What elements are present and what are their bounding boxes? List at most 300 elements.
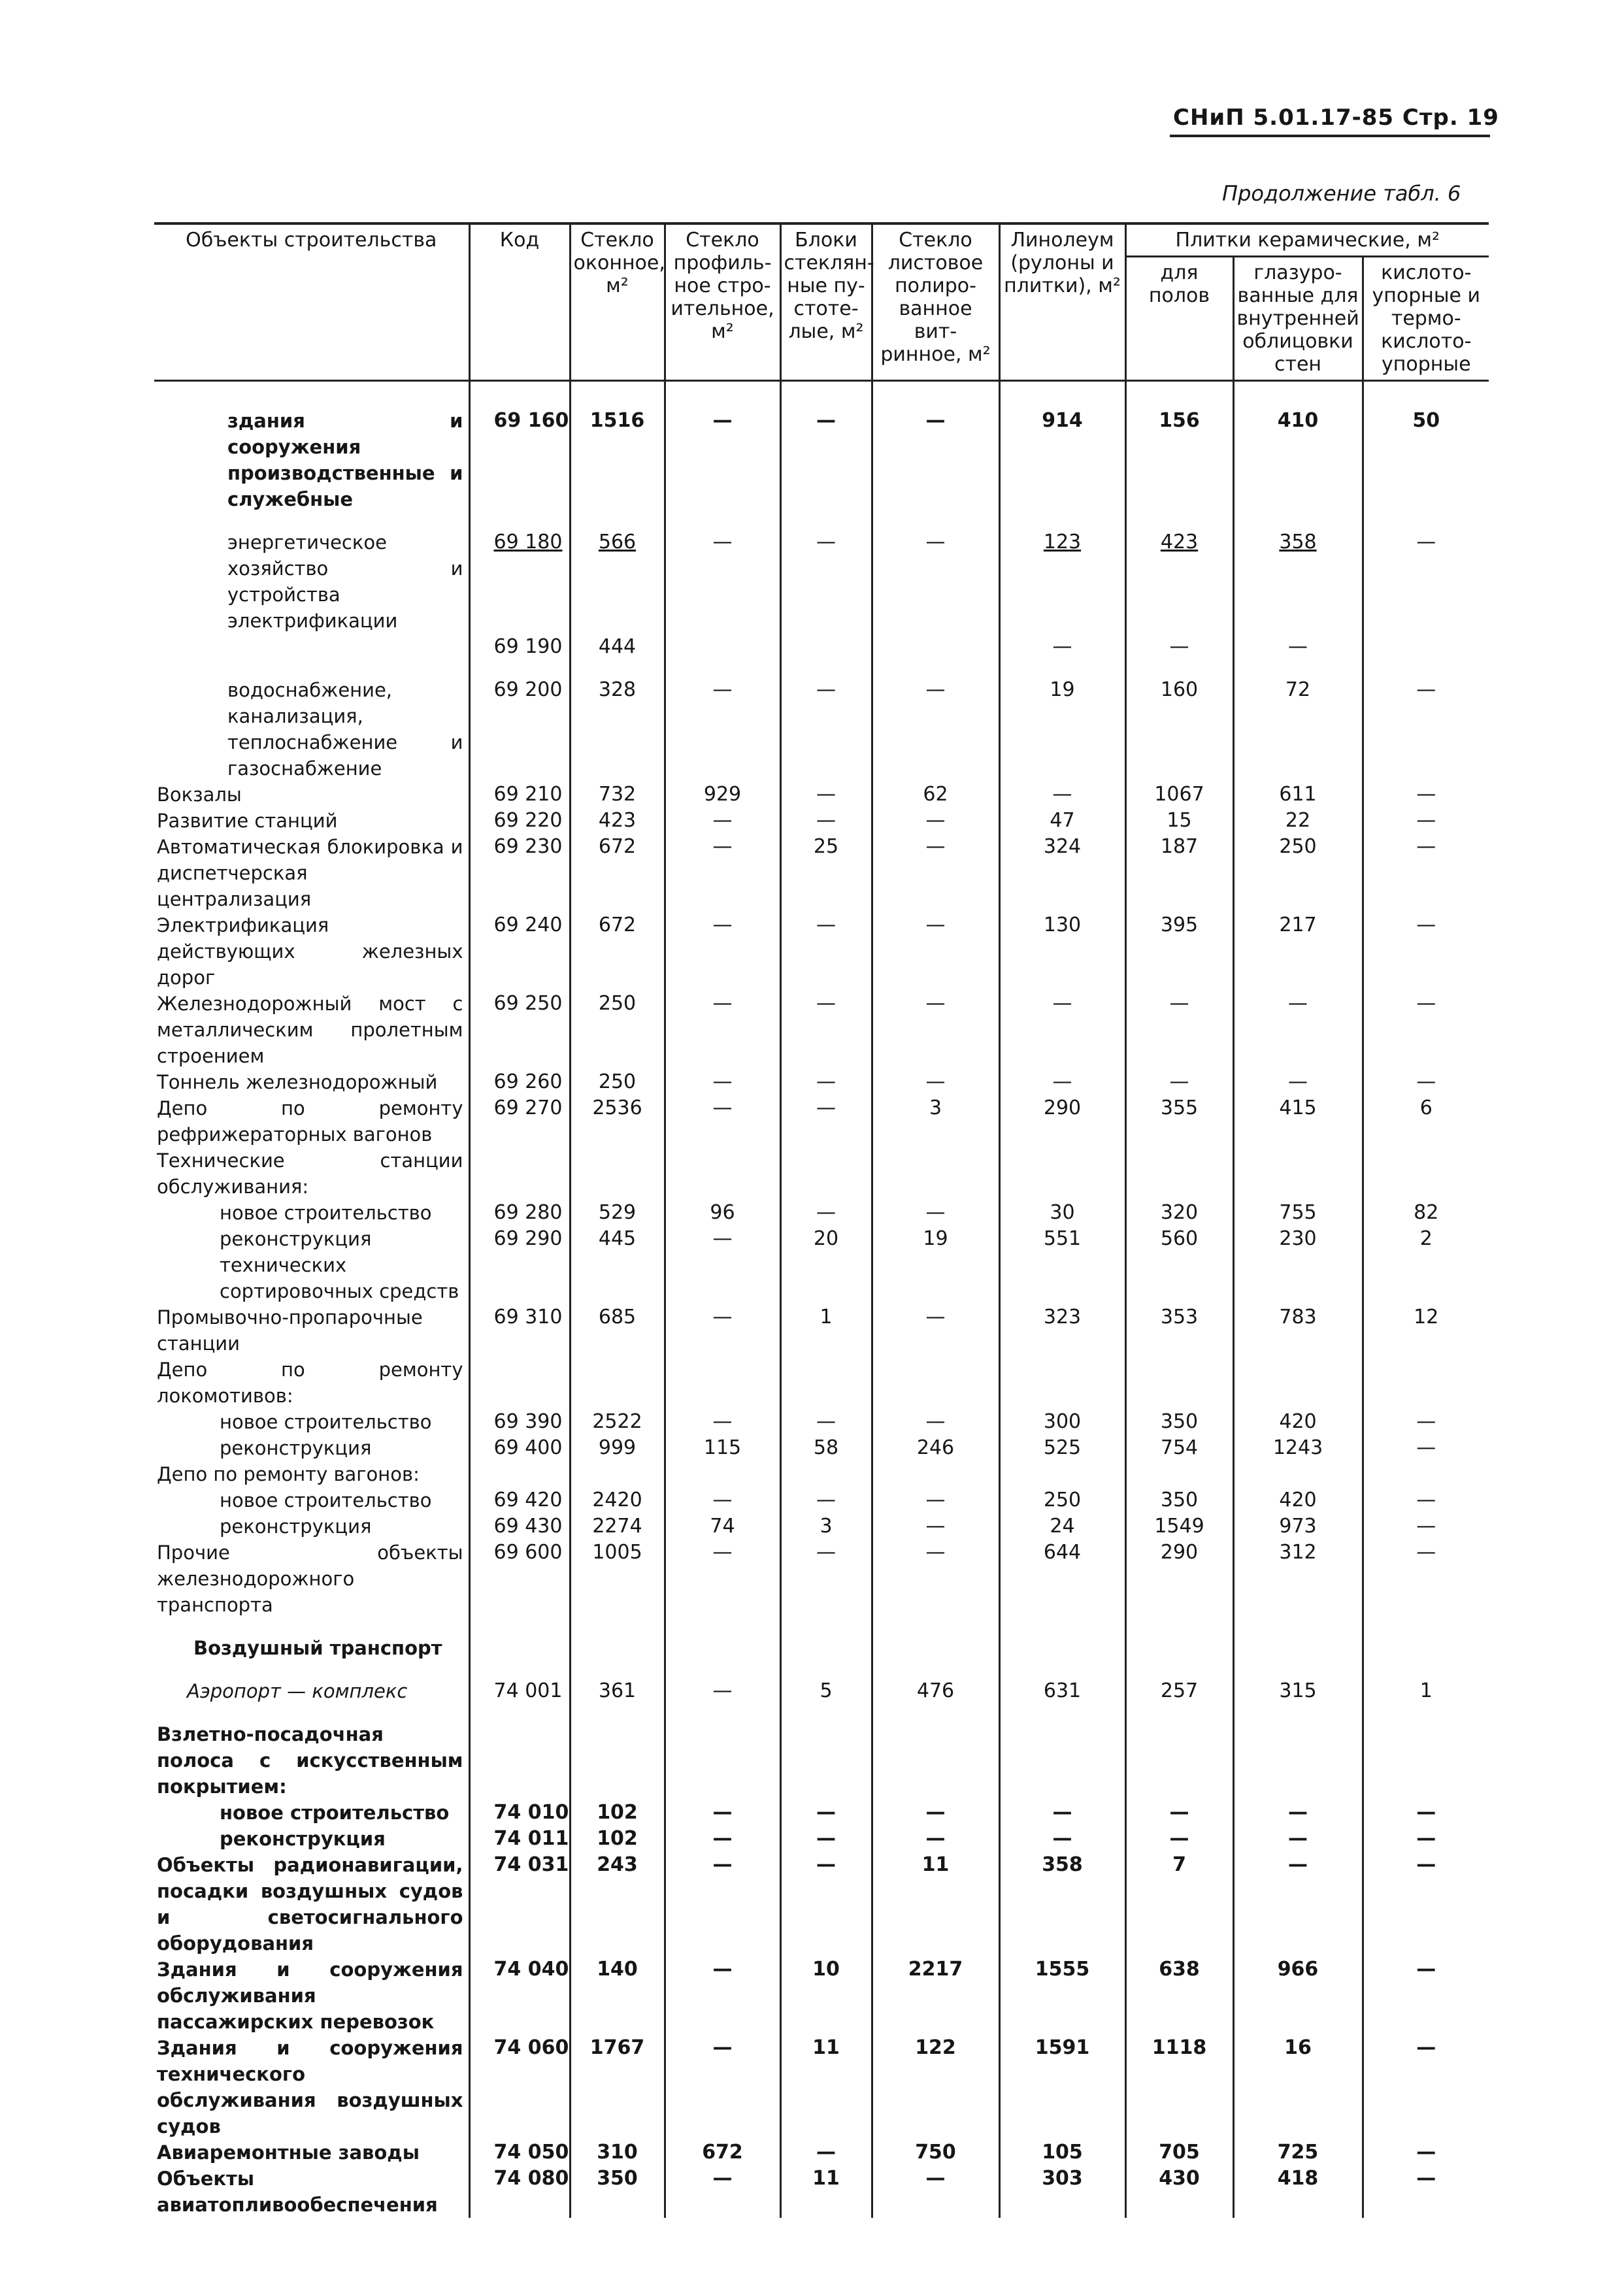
object-name-cell: Развитие станций xyxy=(157,810,338,832)
value-cell: — xyxy=(1363,1852,1489,1956)
table-row xyxy=(154,1487,1489,1513)
value-cell xyxy=(1125,1461,1233,1487)
header-tiles-acid: кислото- упорные и термо- кислото- упорные xyxy=(1363,257,1489,381)
value-cell: 250 xyxy=(999,1487,1125,1513)
table-row xyxy=(154,834,1489,912)
value-cell: — xyxy=(780,1487,872,1513)
value-cell: 74 xyxy=(665,1513,780,1540)
value-cell: — xyxy=(1363,1487,1489,1513)
value-cell: — xyxy=(1363,512,1489,634)
kod-cell: 69 190 xyxy=(469,634,570,660)
kod-cell: 69 240 xyxy=(469,912,570,991)
value-cell: — xyxy=(780,2139,872,2166)
value-cell: 290 xyxy=(999,1095,1125,1147)
value-cell: 350 xyxy=(1125,1409,1233,1435)
value-cell: 217 xyxy=(1233,912,1363,991)
value-cell: 672 xyxy=(570,834,665,912)
value-cell: — xyxy=(1363,1826,1489,1852)
value-cell xyxy=(665,1618,780,1661)
kod-cell xyxy=(469,1357,570,1409)
value-cell: 355 xyxy=(1125,1095,1233,1147)
value-cell: — xyxy=(780,808,872,834)
value-cell xyxy=(872,1461,999,1487)
value-cell xyxy=(1233,1147,1363,1200)
value-cell: — xyxy=(1363,991,1489,1069)
value-cell: 350 xyxy=(1125,1487,1233,1513)
value-cell: 444 xyxy=(570,634,665,660)
value-cell: 525 xyxy=(999,1435,1125,1461)
value-cell: 685 xyxy=(570,1304,665,1357)
value-cell xyxy=(999,1357,1125,1409)
value-cell: 12 xyxy=(1363,1304,1489,1357)
value-cell: — xyxy=(665,1800,780,1826)
table-row xyxy=(154,1226,1489,1304)
value-cell: 10 xyxy=(780,1956,872,2035)
kod-cell: 69 270 xyxy=(469,1095,570,1147)
table-row xyxy=(154,1513,1489,1540)
value-cell: 1 xyxy=(780,1304,872,1357)
value-cell: — xyxy=(780,1200,872,1226)
materials-table xyxy=(154,222,1489,2218)
value-cell: 350 xyxy=(570,2166,665,2218)
value-cell xyxy=(872,1618,999,1661)
kod-cell: 69 600 xyxy=(469,1540,570,1618)
table-body xyxy=(154,381,1489,2219)
value-cell: 156 xyxy=(1125,381,1233,513)
kod-cell: 69 430 xyxy=(469,1513,570,1540)
object-name-cell: Вокзалы xyxy=(157,784,242,806)
table-row xyxy=(154,2139,1489,2166)
value-cell: 3 xyxy=(780,1513,872,1540)
value-cell: 361 xyxy=(570,1661,665,1704)
value-cell: 160 xyxy=(1125,660,1233,782)
value-cell: 140 xyxy=(570,1956,665,2035)
header-glass-blocks: Блоки стеклян- ные пу- стоте- лые, м² xyxy=(780,223,872,381)
value-cell xyxy=(872,1147,999,1200)
value-cell xyxy=(780,1704,872,1800)
value-cell: — xyxy=(665,1409,780,1435)
value-cell: — xyxy=(1233,1069,1363,1095)
table-row xyxy=(154,991,1489,1069)
table-row xyxy=(154,660,1489,782)
value-cell: 358 xyxy=(1233,512,1363,634)
value-cell: — xyxy=(780,1800,872,1826)
value-cell: 415 xyxy=(1233,1095,1363,1147)
kod-cell: 69 250 xyxy=(469,991,570,1069)
value-cell: 353 xyxy=(1125,1304,1233,1357)
kod-cell xyxy=(469,1618,570,1661)
value-cell: — xyxy=(1233,991,1363,1069)
object-name-cell: новое строительство xyxy=(220,1202,432,1224)
object-name-cell: Депо по ремонту рефрижераторных вагонов xyxy=(157,1097,463,1146)
object-name-cell: Депо по ремонту локомотивов: xyxy=(157,1359,463,1407)
value-cell: 395 xyxy=(1125,912,1233,991)
object-name-cell: новое строительство xyxy=(220,1411,432,1433)
page-header: СНиП 5.01.17-85 Стр. 19 xyxy=(1173,105,1499,131)
object-name-cell: Тоннель железнодорожный xyxy=(157,1071,438,1093)
value-cell: 320 xyxy=(1125,1200,1233,1226)
value-cell: — xyxy=(1363,1513,1489,1540)
value-cell: 420 xyxy=(1233,1409,1363,1435)
object-name-cell: Автоматическая блокировка и диспетчерская централизация xyxy=(157,836,463,910)
table-row xyxy=(154,808,1489,834)
value-cell: — xyxy=(665,1226,780,1304)
value-cell: — xyxy=(1233,1800,1363,1826)
value-cell: 914 xyxy=(999,381,1125,513)
object-name-cell: реконструкция технических сортировочных средств xyxy=(220,1228,459,1302)
value-cell xyxy=(999,1618,1125,1661)
value-cell: 312 xyxy=(1233,1540,1363,1618)
value-cell: 230 xyxy=(1233,1226,1363,1304)
header-tiles-floor: для полов xyxy=(1125,257,1233,381)
value-cell: — xyxy=(665,1304,780,1357)
value-cell xyxy=(780,634,872,660)
value-cell: 410 xyxy=(1233,381,1363,513)
object-name-cell xyxy=(154,634,469,660)
value-cell xyxy=(1125,1147,1233,1200)
value-cell: 2274 xyxy=(570,1513,665,1540)
header-tiles-group: Плитки керамические, м² xyxy=(1125,223,1489,257)
value-cell xyxy=(1363,1461,1489,1487)
object-name-cell: Объекты радионавигации, посадки воздушных судов и светосигнального оборудования xyxy=(157,1854,463,1955)
value-cell: 999 xyxy=(570,1435,665,1461)
value-cell: 783 xyxy=(1233,1304,1363,1357)
value-cell: — xyxy=(872,991,999,1069)
value-cell xyxy=(1363,1147,1489,1200)
object-name-cell: водоснабжение, канализация, теплоснабжение и газоснабжение xyxy=(227,679,463,780)
value-cell: — xyxy=(1363,1540,1489,1618)
table-row xyxy=(154,1147,1489,1200)
value-cell xyxy=(780,1357,872,1409)
value-cell: 16 xyxy=(1233,2035,1363,2139)
value-cell: — xyxy=(780,1409,872,1435)
value-cell: 19 xyxy=(872,1226,999,1304)
value-cell: 310 xyxy=(570,2139,665,2166)
table-row xyxy=(154,1956,1489,2035)
value-cell: 3 xyxy=(872,1095,999,1147)
value-cell: 966 xyxy=(1233,1956,1363,2035)
value-cell: — xyxy=(1363,1409,1489,1435)
value-cell: — xyxy=(872,834,999,912)
value-cell: — xyxy=(780,381,872,513)
header-glass-profile: Стекло профиль- ное стро- ительное, м² xyxy=(665,223,780,381)
table-row xyxy=(154,1661,1489,1704)
table-row xyxy=(154,2035,1489,2139)
value-cell: — xyxy=(999,782,1125,808)
value-cell: — xyxy=(665,834,780,912)
value-cell: — xyxy=(665,381,780,513)
value-cell: — xyxy=(872,1409,999,1435)
value-cell: 476 xyxy=(872,1661,999,1704)
object-name-cell: Депо по ремонту вагонов: xyxy=(157,1463,420,1485)
value-cell: — xyxy=(872,1304,999,1357)
value-cell: — xyxy=(1125,1826,1233,1852)
value-cell: 324 xyxy=(999,834,1125,912)
table-continuation-label: Продолжение табл. 6 xyxy=(1222,181,1461,206)
table-row xyxy=(154,782,1489,808)
value-cell: 122 xyxy=(872,2035,999,2139)
value-cell xyxy=(1363,634,1489,660)
value-cell xyxy=(1233,1618,1363,1661)
value-cell: 1555 xyxy=(999,1956,1125,2035)
value-cell: 1549 xyxy=(1125,1513,1233,1540)
value-cell: — xyxy=(1363,808,1489,834)
value-cell: — xyxy=(1363,912,1489,991)
value-cell xyxy=(1233,1461,1363,1487)
kod-cell: 74 060 xyxy=(469,2035,570,2139)
value-cell xyxy=(570,1618,665,1661)
value-cell: 25 xyxy=(780,834,872,912)
value-cell: — xyxy=(780,660,872,782)
value-cell: — xyxy=(999,1069,1125,1095)
value-cell: 551 xyxy=(999,1226,1125,1304)
table-row xyxy=(154,1800,1489,1826)
value-cell: — xyxy=(872,1800,999,1826)
value-cell: — xyxy=(1363,2139,1489,2166)
table-row xyxy=(154,1200,1489,1226)
value-cell xyxy=(999,1147,1125,1200)
value-cell: 1243 xyxy=(1233,1435,1363,1461)
value-cell: 96 xyxy=(665,1200,780,1226)
value-cell: — xyxy=(1233,1826,1363,1852)
value-cell: — xyxy=(872,2166,999,2218)
value-cell xyxy=(570,1704,665,1800)
header-objects: Объекты строительства xyxy=(154,223,469,381)
value-cell: — xyxy=(665,1095,780,1147)
value-cell: 1767 xyxy=(570,2035,665,2139)
value-cell: 929 xyxy=(665,782,780,808)
value-cell: 130 xyxy=(999,912,1125,991)
value-cell xyxy=(999,1704,1125,1800)
value-cell: — xyxy=(1125,634,1233,660)
value-cell: 105 xyxy=(999,2139,1125,2166)
value-cell: 102 xyxy=(570,1800,665,1826)
value-cell: 72 xyxy=(1233,660,1363,782)
value-cell: 82 xyxy=(1363,1200,1489,1226)
header-tiles-glazed: глазуро- ванные для внутренней облицовки стен xyxy=(1233,257,1363,381)
value-cell: — xyxy=(872,1826,999,1852)
table-row xyxy=(154,1095,1489,1147)
table-row xyxy=(154,912,1489,991)
value-cell xyxy=(1125,1704,1233,1800)
value-cell: 1516 xyxy=(570,381,665,513)
object-name-cell: реконструкция xyxy=(220,1437,372,1459)
value-cell: 566 xyxy=(570,512,665,634)
value-cell: 5 xyxy=(780,1661,872,1704)
object-name-cell: Взлетно-посадочная полоса с искусственным покрытием: xyxy=(157,1723,463,1798)
value-cell: — xyxy=(780,912,872,991)
value-cell: 20 xyxy=(780,1226,872,1304)
value-cell: 257 xyxy=(1125,1661,1233,1704)
value-cell: — xyxy=(872,1513,999,1540)
value-cell: — xyxy=(665,991,780,1069)
page-header-rule xyxy=(1170,135,1490,137)
object-name-cell: реконструкция xyxy=(220,1515,372,1538)
value-cell xyxy=(1233,1357,1363,1409)
kod-cell: 69 310 xyxy=(469,1304,570,1357)
value-cell: — xyxy=(999,634,1125,660)
value-cell: — xyxy=(872,660,999,782)
kod-cell: 74 010 xyxy=(469,1800,570,1826)
value-cell: 7 xyxy=(1125,1852,1233,1956)
value-cell: — xyxy=(1363,2166,1489,2218)
value-cell: — xyxy=(999,991,1125,1069)
value-cell: 638 xyxy=(1125,1956,1233,2035)
value-cell: 420 xyxy=(1233,1487,1363,1513)
table-row xyxy=(154,1357,1489,1409)
value-cell: 445 xyxy=(570,1226,665,1304)
value-cell: 973 xyxy=(1233,1513,1363,1540)
value-cell: — xyxy=(872,808,999,834)
value-cell: 50 xyxy=(1363,381,1489,513)
value-cell: — xyxy=(780,991,872,1069)
value-cell: 755 xyxy=(1233,1200,1363,1226)
value-cell xyxy=(570,1357,665,1409)
value-cell: 1067 xyxy=(1125,782,1233,808)
table-row xyxy=(154,1461,1489,1487)
header-kod: Код xyxy=(469,223,570,381)
kod-cell: 74 031 xyxy=(469,1852,570,1956)
value-cell: 300 xyxy=(999,1409,1125,1435)
value-cell: — xyxy=(1125,1800,1233,1826)
value-cell: 754 xyxy=(1125,1435,1233,1461)
table-row xyxy=(154,1409,1489,1435)
value-cell: 250 xyxy=(570,991,665,1069)
table-row xyxy=(154,381,1489,513)
value-cell: — xyxy=(665,1661,780,1704)
value-cell: 1 xyxy=(1363,1661,1489,1704)
value-cell: — xyxy=(872,1540,999,1618)
value-cell: — xyxy=(872,1069,999,1095)
value-cell: — xyxy=(665,808,780,834)
table-row xyxy=(154,512,1489,634)
value-cell: — xyxy=(665,1069,780,1095)
kod-cell: 69 290 xyxy=(469,1226,570,1304)
value-cell: 2536 xyxy=(570,1095,665,1147)
value-cell: — xyxy=(872,512,999,634)
header-glass-sheet: Стекло листовое полиро- ванное вит- ринное, м² xyxy=(872,223,999,381)
value-cell: — xyxy=(780,1095,872,1147)
object-name-cell: Воздушный транспорт xyxy=(193,1637,442,1659)
value-cell: 246 xyxy=(872,1435,999,1461)
value-cell: 732 xyxy=(570,782,665,808)
value-cell: — xyxy=(872,1200,999,1226)
value-cell: 611 xyxy=(1233,782,1363,808)
kod-cell: 69 280 xyxy=(469,1200,570,1226)
value-cell: — xyxy=(872,1487,999,1513)
value-cell xyxy=(780,1147,872,1200)
value-cell: 303 xyxy=(999,2166,1125,2218)
table-row xyxy=(154,2166,1489,2218)
value-cell: — xyxy=(665,660,780,782)
kod-cell xyxy=(469,1704,570,1800)
value-cell: — xyxy=(1363,1069,1489,1095)
value-cell: — xyxy=(780,1826,872,1852)
value-cell xyxy=(872,634,999,660)
value-cell: 123 xyxy=(999,512,1125,634)
value-cell: — xyxy=(665,1540,780,1618)
value-cell: — xyxy=(665,1487,780,1513)
value-cell xyxy=(665,1704,780,1800)
value-cell: 250 xyxy=(1233,834,1363,912)
value-cell: 672 xyxy=(570,912,665,991)
value-cell: 11 xyxy=(780,2035,872,2139)
value-cell xyxy=(570,1461,665,1487)
kod-cell: 74 001 xyxy=(469,1661,570,1704)
value-cell: — xyxy=(780,512,872,634)
value-cell: 243 xyxy=(570,1852,665,1956)
object-name-cell: Здания и сооружения обслуживания пассажирских перевозок xyxy=(157,1958,463,2033)
kod-cell: 74 011 xyxy=(469,1826,570,1852)
value-cell xyxy=(1125,1618,1233,1661)
value-cell: 430 xyxy=(1125,2166,1233,2218)
kod-cell: 69 200 xyxy=(469,660,570,782)
object-name-cell: энергетическое хозяйство и устройства электрификации xyxy=(227,531,463,632)
value-cell: — xyxy=(780,1852,872,1956)
value-cell: 328 xyxy=(570,660,665,782)
kod-cell: 69 230 xyxy=(469,834,570,912)
value-cell: 24 xyxy=(999,1513,1125,1540)
value-cell: — xyxy=(665,1956,780,2035)
header-linoleum: Линолеум (рулоны и плитки), м² xyxy=(999,223,1125,381)
table-row xyxy=(154,1852,1489,1956)
value-cell: — xyxy=(872,381,999,513)
value-cell xyxy=(665,634,780,660)
value-cell: — xyxy=(999,1800,1125,1826)
value-cell: — xyxy=(1363,782,1489,808)
value-cell: 705 xyxy=(1125,2139,1233,2166)
value-cell: — xyxy=(1363,1800,1489,1826)
value-cell xyxy=(665,1147,780,1200)
kod-cell xyxy=(469,1461,570,1487)
value-cell: 102 xyxy=(570,1826,665,1852)
value-cell xyxy=(1363,1618,1489,1661)
value-cell: — xyxy=(665,1852,780,1956)
object-name-cell: здания и сооружения производственные и служебные xyxy=(227,410,463,510)
value-cell: — xyxy=(1233,1852,1363,1956)
value-cell xyxy=(665,1357,780,1409)
value-cell: — xyxy=(872,912,999,991)
value-cell: — xyxy=(1363,834,1489,912)
object-name-cell: Авиаремонтные заводы xyxy=(157,2141,420,2164)
value-cell: — xyxy=(665,2035,780,2139)
value-cell: 15 xyxy=(1125,808,1233,834)
value-cell: 6 xyxy=(1363,1095,1489,1147)
value-cell: 115 xyxy=(665,1435,780,1461)
kod-cell: 69 220 xyxy=(469,808,570,834)
value-cell: 11 xyxy=(872,1852,999,1956)
table-row xyxy=(154,1540,1489,1618)
value-cell: — xyxy=(665,512,780,634)
table-row xyxy=(154,1826,1489,1852)
value-cell: 423 xyxy=(1125,512,1233,634)
value-cell: 725 xyxy=(1233,2139,1363,2166)
table-row xyxy=(154,1069,1489,1095)
value-cell: 22 xyxy=(1233,808,1363,834)
object-name-cell: новое строительство xyxy=(220,1802,450,1824)
value-cell: 290 xyxy=(1125,1540,1233,1618)
value-cell: 529 xyxy=(570,1200,665,1226)
value-cell: — xyxy=(1125,1069,1233,1095)
object-name-cell: Аэропорт — комплекс xyxy=(187,1680,408,1702)
object-name-cell: Объекты авиатопливообеспечения xyxy=(157,2168,438,2216)
value-cell: — xyxy=(1363,1435,1489,1461)
value-cell: — xyxy=(665,1826,780,1852)
object-name-cell: Промывочно-пропарочные станции xyxy=(157,1306,423,1355)
object-name-cell: новое строительство xyxy=(220,1489,432,1511)
object-name-cell: Здания и сооружения технического обслуживания воздушных судов xyxy=(157,2037,463,2137)
kod-cell: 74 050 xyxy=(469,2139,570,2166)
